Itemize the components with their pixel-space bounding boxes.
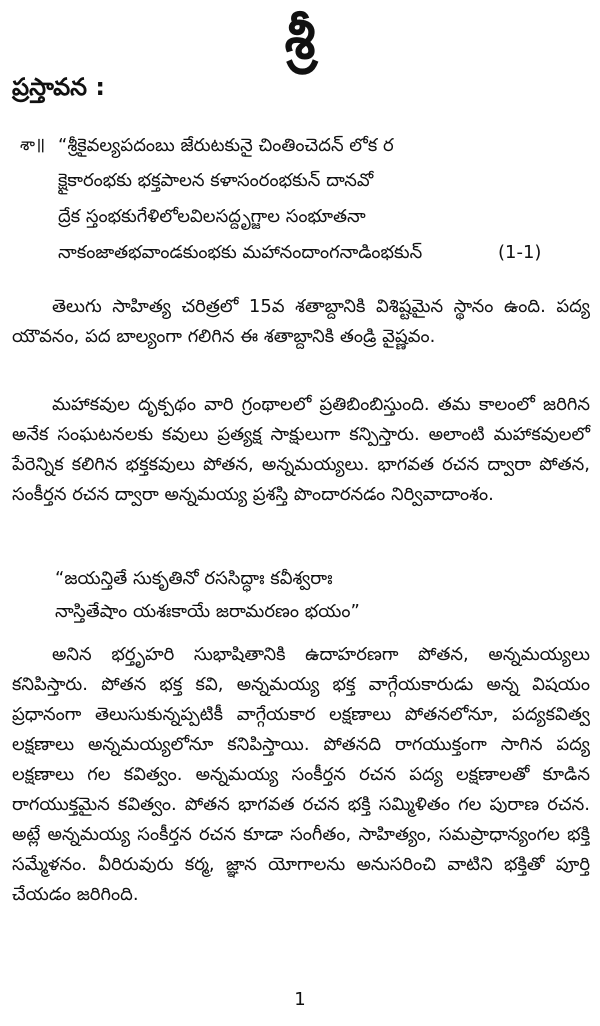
verse-line-4: నాకంజాతభవాండకుంభకు మహానందాంగనాడింభకున్ bbox=[58, 242, 423, 263]
page-number: 1 bbox=[294, 989, 306, 1010]
paragraph-2-text: మహాకవుల దృక్పథం వారి గ్రంథాలలో ప్రతిబింబిస్తుంది. తమ కాలంలో జరిగిన అనేక సంఘటనలకు కవులు ప్రత్యక్ష సాక్షులుగా కన్పిస్తారు. అలాంటి మహాకవులలో పేరెన్నిక కలిగిన భక్తకవులు పోతన, అన్నమయ్యలు. భాగవత రచన ద్వారా పోతన, సంకీర్తన రచన ద్వారా అన్నమయ్య ప్రశస్తి పొందారనడం నిర్వివాదాంశం. bbox=[12, 394, 590, 505]
paragraph-1-text: తెలుగు సాహిత్య చరిత్రలో 15వ శతాబ్దానికి విశిష్టమైన స్థానం ఉంది. పద్య యౌవనం, పద బాల్యంగా గలిగిన ఈ శతాబ్దానికి తండ్రి వైష్ణవం. bbox=[12, 296, 590, 347]
paragraph-3-text: అనిన భర్తృహరి సుభాషితానికి ఉదాహరణగా పోతన, అన్నమయ్యలు కనిపిస్తారు. పోతన భక్త కవి, అన్నమయ్య భక్త వాగ్గేయకారుడు అన్న విషయం ప్రధానంగా తెలుసుకున్నప్పటికీ వాగ్గేయకార లక్షణాలు పోతనలోనూ, పద్యకవిత్వ లక్షణాలు అన్నమయ్యలోనూ కనిపిస్తాయి. పోతనది రాగయుక్తంగా సాగిన పద్య లక్షణాలు గల కవిత్వం. అన్నమయ్య సంకీర్తన రచన పద్య లక్షణాలతో కూడిన రాగయుక్తమైన కవిత్వం. పోతన భాగవత రచన భక్తి సమ్మిళితం గల పురాణ రచన. అట్లే అన్నమయ్య సంకీర్తన రచన కూడా సంగీతం, సాహిత్యం, సమప్రాధాన్యంగల భక్తి సమ్మేళనం. వీరిరువురు కర్మ, జ్ఞాన యోగాలను అనుసరించి వాటిని భక్తితో పూర్తి చేయడం జరిగింది. bbox=[12, 644, 590, 905]
paragraph-1 bbox=[12, 292, 590, 352]
verse-line-1: “శ్రీకైవల్యపదంబు జేరుటకునై చింతించెదన్ లోక ర bbox=[58, 135, 394, 156]
quote-line-2: నాస్తితేషాం యశఃకాయే జరామరణం భయం” bbox=[55, 601, 360, 622]
shri-symbol: శ్రీ bbox=[284, 7, 316, 72]
verse-reference: (1-1) bbox=[498, 242, 542, 263]
quote-line-1: “జయన్తితే సుకృతినో రససిద్ధాః కవీశ్వరాః bbox=[55, 568, 333, 589]
paragraph-2 bbox=[12, 390, 590, 510]
verse-line-3: ద్రేక స్తంభకుగేళిలోలవిలసద్దృగ్జాల సంభూతనా bbox=[58, 206, 366, 227]
section-heading: ప్రస్తావన : bbox=[12, 73, 105, 101]
verse-meter-marker: శా॥ bbox=[20, 135, 46, 155]
verse-line-2: క్షైకారంభకు భక్తపాలన కళాసంరంభకున్ దానవో bbox=[58, 170, 374, 191]
paragraph-3 bbox=[12, 640, 590, 910]
